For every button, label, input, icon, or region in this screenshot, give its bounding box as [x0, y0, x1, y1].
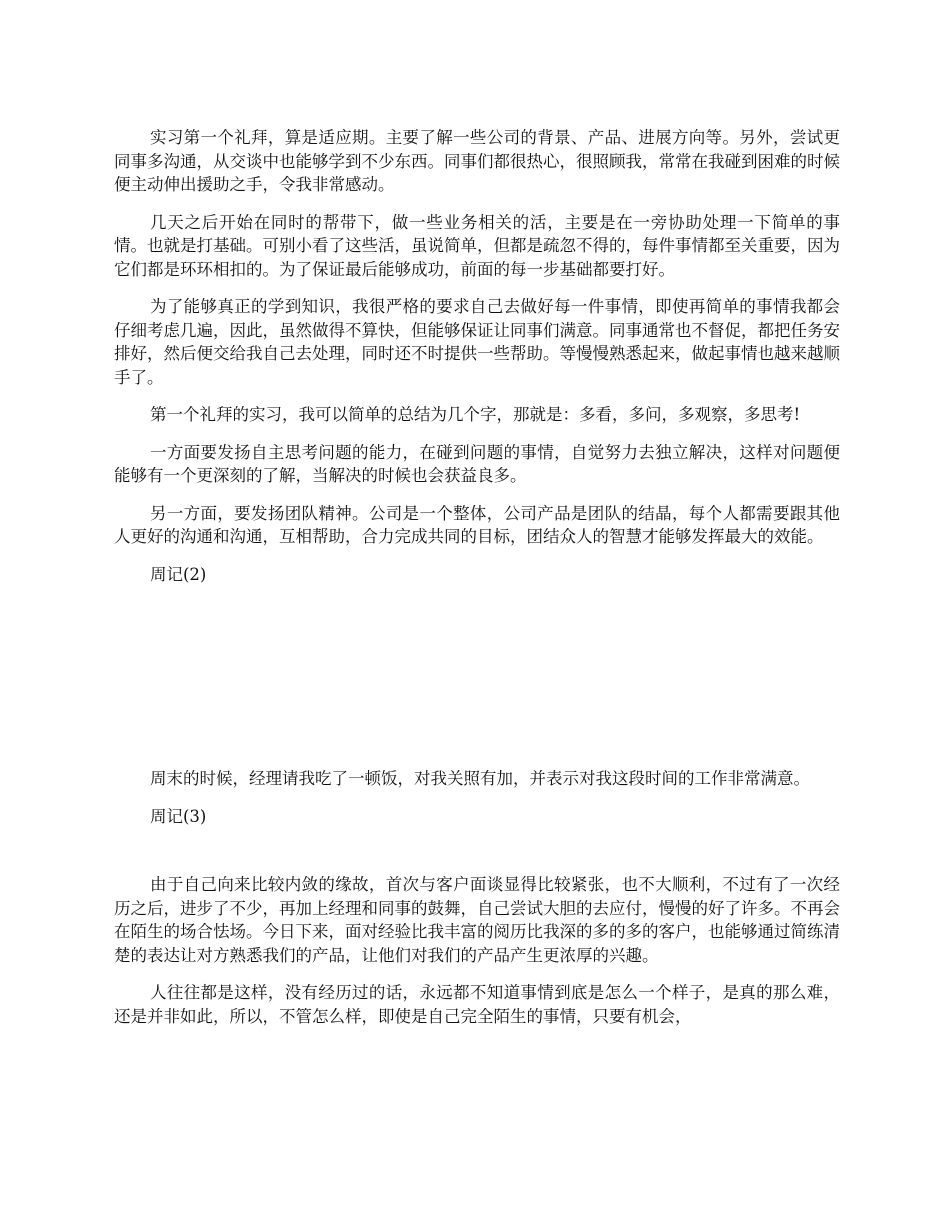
heading-week3: 周记(3) — [150, 806, 207, 826]
document-page — [114, 126, 840, 1042]
paragraph-week3-2: 人往往都是这样，没有经历过的话，永远都不知道事情到底是怎么一个样子，是真的那么难，还是并非如此，所以，不管怎么样，即使是自己完全陌生的事情，只要有机会， — [114, 983, 840, 1026]
paragraph-week3-1: 由于自己向来比较内敛的缘故，首次与客户面谈显得比较紧张，也不大顺利，不过有了一次经历之后，进步了不少，再加上经理和同事的鼓舞，自己尝试大胆的去应付，慢慢的好了许多。不再会在陌生的场合怯场。今日下来，面对经验比我丰富的阅历比我深的多的多的客户，也能够通过简练清楚的表达让对方熟悉我们的产品，让他们对我们的产品产生更浓厚的兴趣。 — [114, 875, 840, 965]
paragraph-week1-4: 第一个礼拜的实习，我可以简单的总结为几个字，那就是：多看，多问，多观察，多思考! — [150, 405, 801, 424]
paragraph-week1-2: 几天之后开始在同时的帮带下，做一些业务相关的活，主要是在一旁协助处理一下简单的事情。也就是打基础。可别小看了这些活，虽说简单，但都是疏忽不得的，每件事情都至关重要，因为它们都是环环相扣的。为了保证最后能够成功，前面的每一步基础都要打好。 — [114, 212, 840, 279]
paragraph-week1-5: 一方面要发扬自主思考问题的能力，在碰到问题的事情，自觉努力去独立解决，这样对问题便能够有一个更深刻的了解，当解决的时候也会获益良多。 — [114, 442, 840, 485]
blank-space — [114, 828, 840, 873]
paragraph-week1-1: 实习第一个礼拜，算是适应期。主要了解一些公司的背景、产品、进展方向等。另外，尝试更同事多沟通，从交谈中也能够学到不少东西。同事们都很热心，很照顾我，常常在我碰到困难的时候便主动伸出援助之手，令我非常感动。 — [114, 128, 840, 194]
paragraph-week1-6: 另一方面，要发扬团队精神。公司是一个整体，公司产品是团队的结晶，每个人都需要跟其他人更好的沟通和沟通，互相帮助，合力完成共同的目标，团结众人的智慧才能够发挥最大的效能。 — [114, 503, 840, 546]
heading-week2: 周记(2) — [150, 564, 207, 584]
blank-space — [114, 586, 840, 767]
paragraph-week1-3: 为了能够真正的学到知识，我很严格的要求自己去做好每一件事情，即使再简单的事情我都会仔细考虑几遍，因此，虽然做得不算快，但能够保证让同事们满意。同事通常也不督促，都把任务安排好，然后便交给我自己去处理，同时还不时提供一些帮助。等慢慢熟悉起来，做起事情也越来越顺手了。 — [114, 297, 840, 387]
paragraph-week2-1: 周末的时候，经理请我吃了一顿饭，对我关照有加，并表示对我这段时间的工作非常满意。 — [150, 769, 810, 788]
